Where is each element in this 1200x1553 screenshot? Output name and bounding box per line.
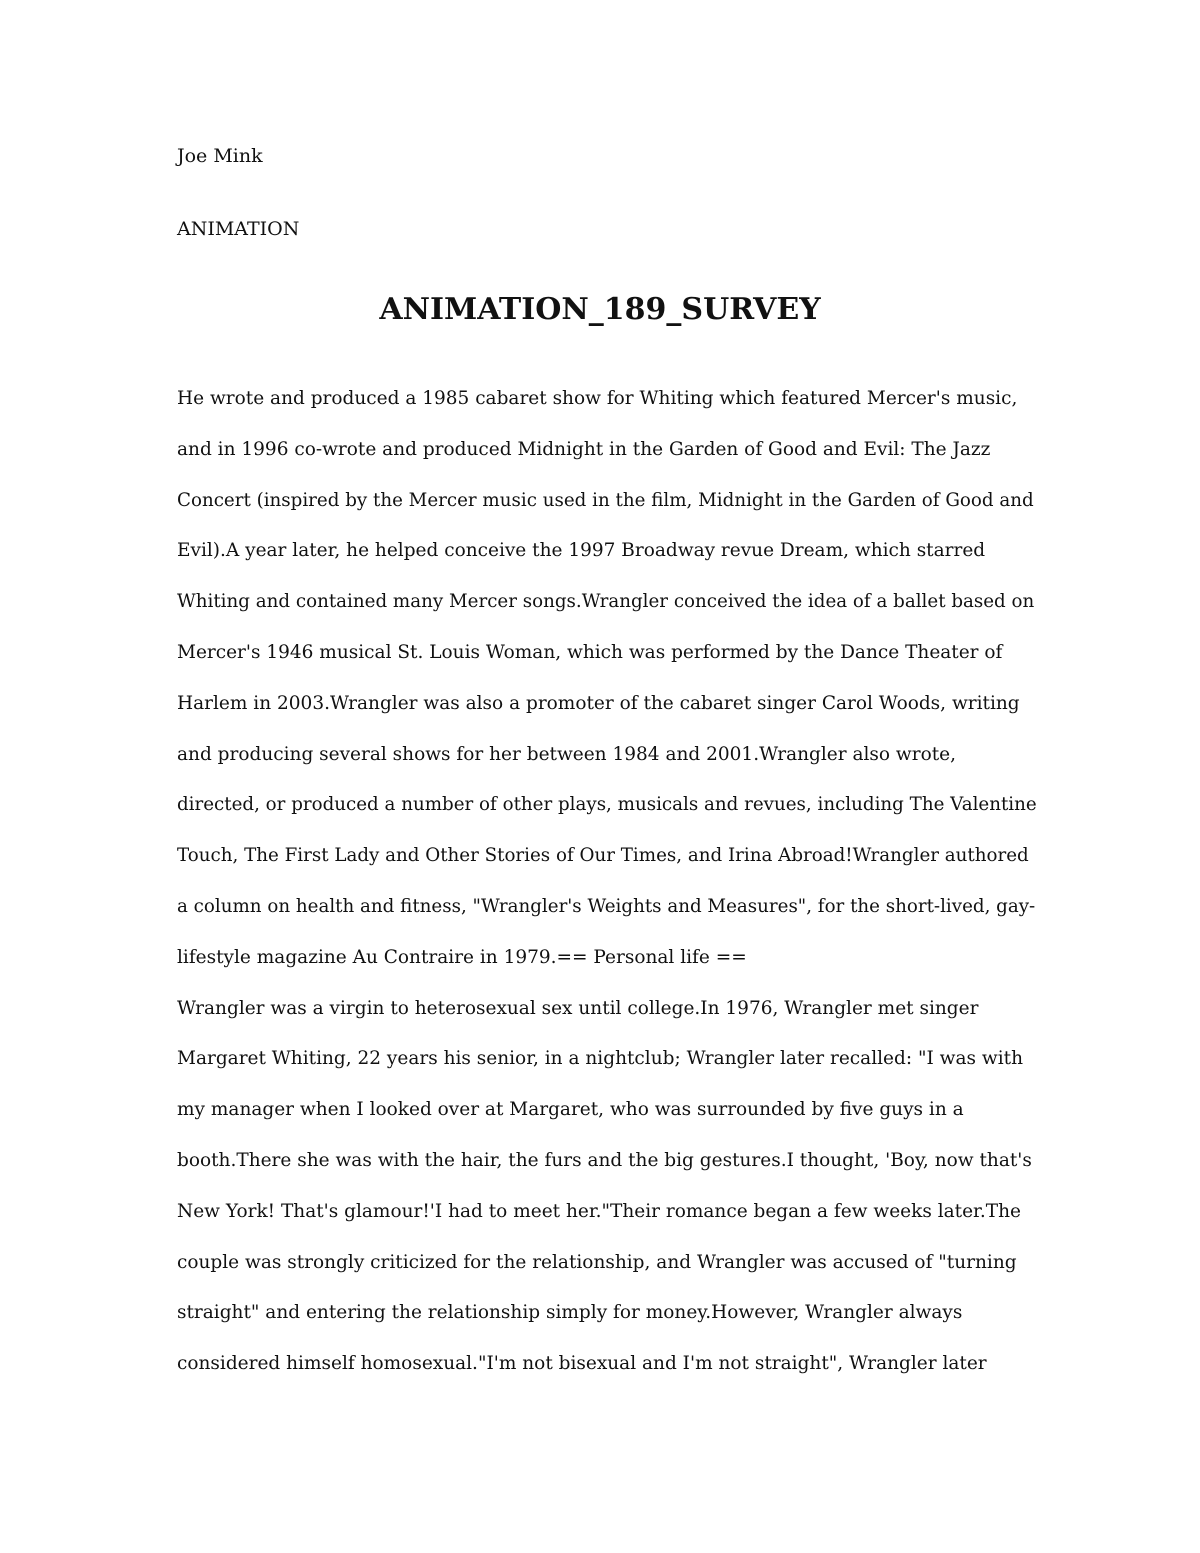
body-line: my manager when I looked over at Margaret, who was surrounded by five guys in a (177, 1099, 964, 1121)
body-line: considered himself homosexual."I'm not bisexual and I'm not straight", Wrangler later (177, 1353, 987, 1375)
body-line: Touch, The First Lady and Other Stories of Our Times, and Irina Abroad!Wrangler authored (177, 845, 1029, 867)
author-name: Joe Mink (177, 145, 263, 167)
body-line: and in 1996 co-wrote and produced Midnight in the Garden of Good and Evil: The Jazz (177, 438, 991, 460)
body-line: New York! That's glamour!'I had to meet her."Their romance began a few weeks later.The (177, 1200, 1021, 1222)
body-line: a column on health and fitness, "Wrangler's Weights and Measures", for the short-lived, gay- (177, 895, 1036, 917)
body-line: Mercer's 1946 musical St. Louis Woman, which was performed by the Dance Theater of (177, 641, 1003, 663)
body-line: Evil).A year later, he helped conceive the 1997 Broadway revue Dream, which starred (177, 540, 986, 562)
body-line: booth.There she was with the hair, the furs and the big gestures.I thought, 'Boy, now that's (177, 1149, 1032, 1171)
body-line: straight" and entering the relationship simply for money.However, Wrangler always (177, 1302, 963, 1324)
body-line: Wrangler was a virgin to heterosexual sex until college.In 1976, Wrangler met singer (177, 997, 979, 1019)
body-line: Concert (inspired by the Mercer music used in the film, Midnight in the Garden of Good and (177, 489, 1034, 511)
body-line: Whiting and contained many Mercer songs.Wrangler conceived the idea of a ballet based on (177, 591, 1035, 613)
body-line: lifestyle magazine Au Contraire in 1979.== Personal life == (177, 946, 747, 968)
body-text (177, 383, 1037, 1399)
body-line: directed, or produced a number of other plays, musicals and revues, including The Valentine (177, 794, 1037, 816)
body-line: Harlem in 2003.Wrangler was also a promoter of the cabaret singer Carol Woods, writing (177, 692, 1020, 714)
document-title: ANIMATION_189_SURVEY (379, 292, 821, 327)
body-line: couple was strongly criticized for the relationship, and Wrangler was accused of "turning (177, 1251, 1017, 1273)
body-line: Margaret Whiting, 22 years his senior, in a nightclub; Wrangler later recalled: "I was with (177, 1048, 1023, 1070)
course-name: ANIMATION (177, 218, 300, 240)
body-line: and producing several shows for her between 1984 and 2001.Wrangler also wrote, (177, 743, 957, 765)
body-line: He wrote and produced a 1985 cabaret show for Whiting which featured Mercer's music, (177, 388, 1018, 409)
